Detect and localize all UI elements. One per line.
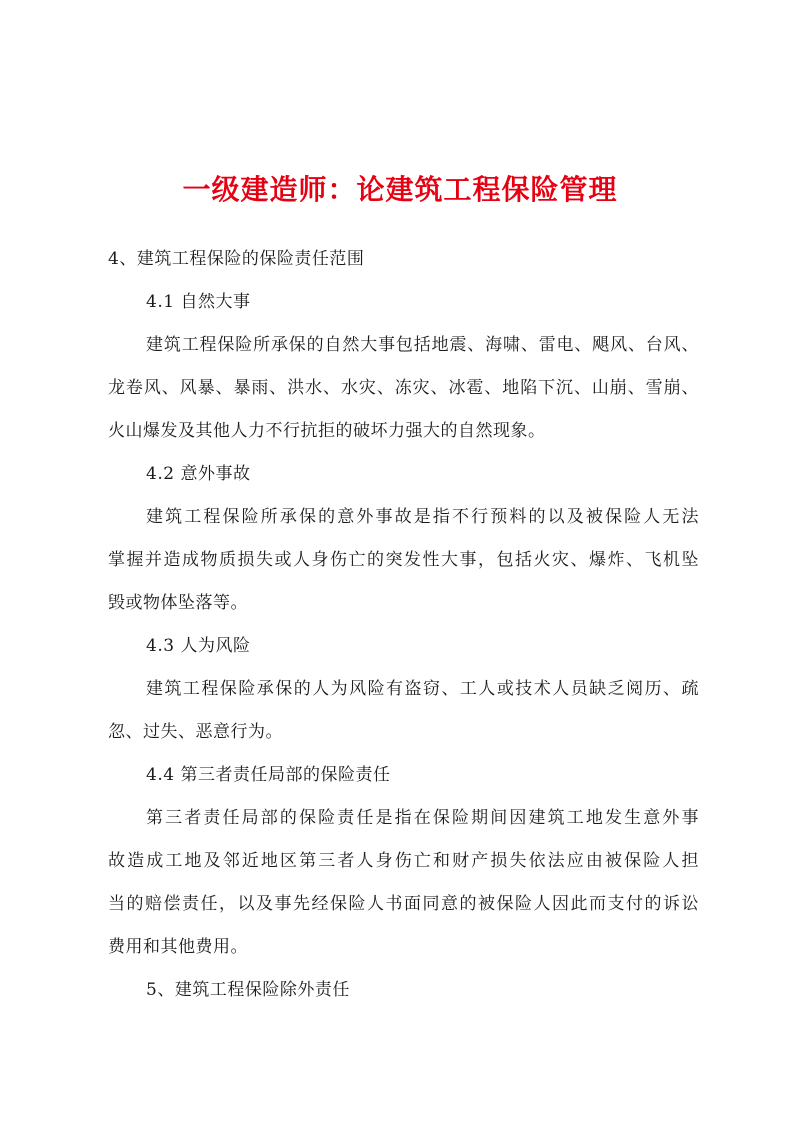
paragraph-line: 火山爆发及其他人力不行抗拒的破坏力强大的自然现象。	[108, 421, 546, 441]
section-heading-4: 4、建筑工程保险的保险责任范围	[108, 249, 365, 269]
paragraph-line: 龙卷风、风暴、暴雨、洪水、水灾、冻灾、冰雹、地陷下沉、山崩、雪崩、	[108, 378, 699, 398]
section-heading-5: 5、建筑工程保险除外责任	[146, 980, 350, 1000]
paragraph-line: 建筑工程保险承保的人为风险有盗窃、工人或技术人员缺乏阅历、疏	[146, 679, 699, 699]
paragraph-line: 建筑工程保险所承保的自然大事包括地震、海啸、雷电、飓风、台风、	[146, 335, 699, 355]
document-title: 一级建造师：论建筑工程保险管理	[182, 173, 618, 206]
paragraph-line: 忽、过失、恶意行为。	[108, 722, 283, 742]
paragraph-line: 故造成工地及邻近地区第三者人身伤亡和财产损失依法应由被保险人担	[108, 851, 699, 871]
subsection-heading-4-2: 4.2 意外事故	[146, 464, 251, 484]
paragraph-line: 第三者责任局部的保险责任是指在保险期间因建筑工地发生意外事	[146, 808, 699, 828]
subsection-heading-4-1: 4.1 自然大事	[146, 292, 251, 312]
paragraph-line: 当的赔偿责任，以及事先经保险人书面同意的被保险人因此而支付的诉讼	[108, 894, 699, 914]
paragraph-line: 掌握并造成物质损失或人身伤亡的突发性大事，包括火灾、爆炸、飞机坠	[108, 550, 699, 570]
subsection-heading-4-4: 4.4 第三者责任局部的保险责任	[146, 765, 391, 785]
paragraph-line: 毁或物体坠落等。	[108, 593, 248, 613]
paragraph-line: 费用和其他费用。	[108, 937, 248, 957]
paragraph-line: 建筑工程保险所承保的意外事故是指不行预料的以及被保险人无法	[146, 507, 699, 527]
subsection-heading-4-3: 4.3 人为风险	[146, 636, 251, 656]
